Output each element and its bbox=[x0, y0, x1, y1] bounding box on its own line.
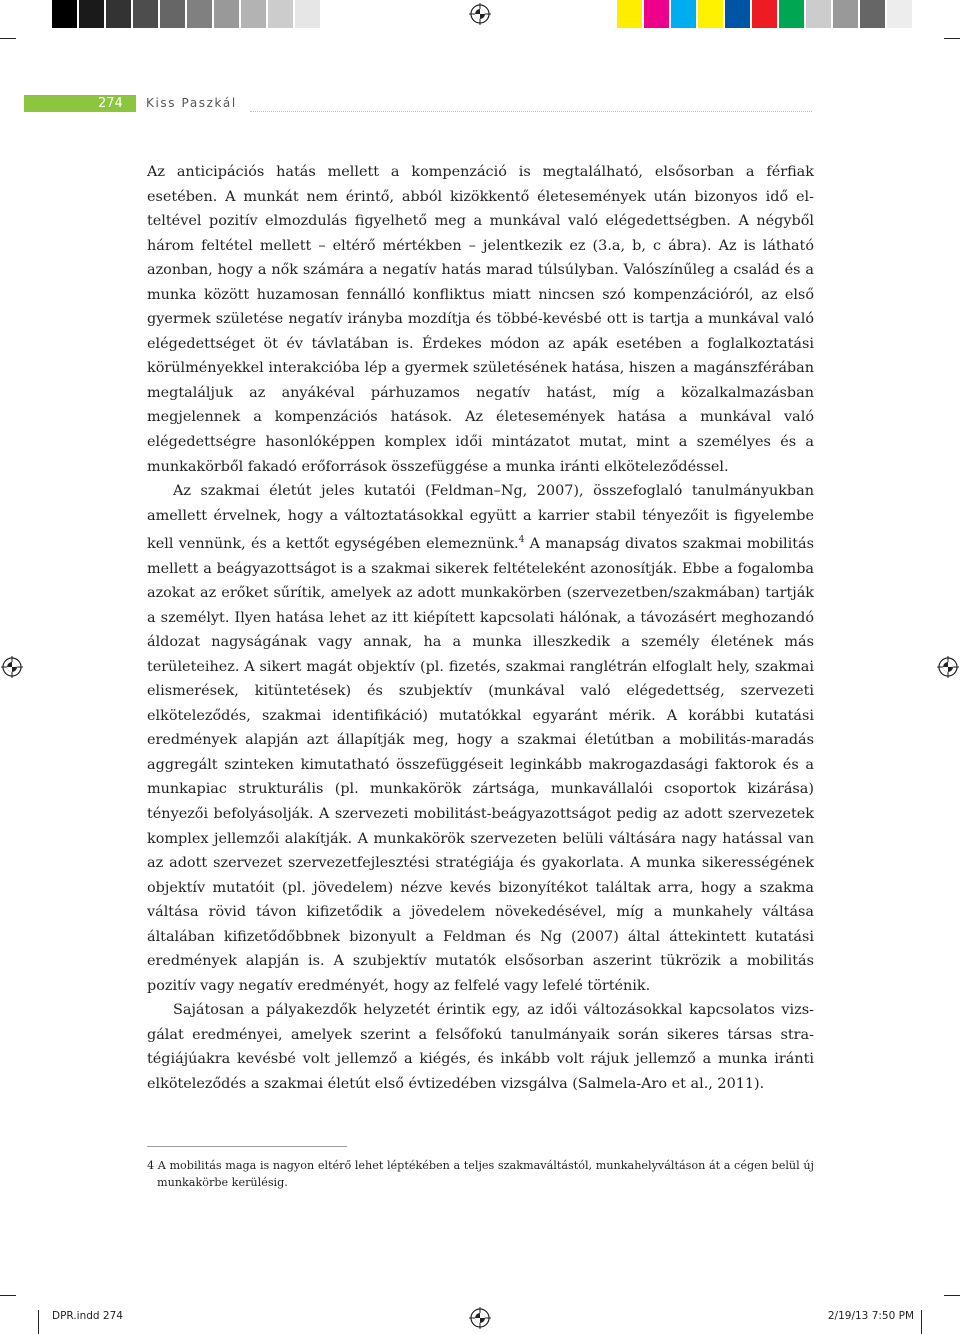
footnote bbox=[147, 1157, 814, 1191]
color-swatch bbox=[268, 0, 295, 28]
color-swatch bbox=[133, 0, 160, 28]
process-color-bar bbox=[617, 0, 914, 28]
color-swatch bbox=[79, 0, 106, 28]
color-swatch bbox=[671, 0, 698, 28]
gray-color-bar bbox=[52, 0, 322, 28]
color-swatch bbox=[52, 0, 79, 28]
color-swatch bbox=[806, 0, 833, 28]
crop-mark bbox=[38, 1310, 39, 1334]
registration-mark-icon bbox=[937, 656, 959, 678]
paragraph: Sajátosan a pályakezdők helyzetét érintik egy, az idői változásokkal kapcsolatos vizsgálat eredményei, amelyek szerint a felsőfokú tanulmányaik során sikeres társas stratégiájúakra kevésbé volt jellemző a kiégés, és inkább volt rájuk jellemző a munka iránti elköteleződés a szakmai életút első évtizedében vizsgálva (Salmela-Aro et al., 2011). bbox=[147, 1002, 814, 1093]
body-text bbox=[147, 160, 814, 1097]
color-swatch bbox=[160, 0, 187, 28]
color-swatch bbox=[617, 0, 644, 28]
header-rule bbox=[250, 111, 812, 112]
paragraph bbox=[147, 479, 814, 998]
slug-file-name: DPR.indd 274 bbox=[52, 1310, 123, 1322]
crop-mark bbox=[944, 1295, 960, 1296]
registration-mark-icon bbox=[469, 1307, 491, 1329]
footnote-rule bbox=[147, 1146, 347, 1147]
paragraph-text: Az szakmai életút jeles kutatói (Feldman–Ng, 2007), összefoglaló tanulmányukban amellett érvelnek, hogy a változtatásokkal együtt a karrier stabil tényezőit is figyelembe kell vennünk, és a kettőt egységében elemeznünk. bbox=[147, 483, 814, 552]
color-swatch bbox=[106, 0, 133, 28]
color-swatch bbox=[644, 0, 671, 28]
paragraph-text: A manapság divatos szakmai mobilitás mellett a beágyazottságot is a szakmai sikerek feltételeként azonosítják. Ebbe a fogalomba azokat az erőket sűrítik, amelyek az adott munkakörben (szervezetben/szakmában) tartják a személyt. Ilyen hatása lehet az itt kiépített kapcsolati hálónak, a távozásért meghozandó áldozat nagyságának vagy annak, ha a munka illeszkedik a személy életének más területeihez. A sikert magát objektív (pl. fizetés, szakmai ranglétrán elfoglalt hely, szakmai elismerések, kitüntetések) és szubjektív (munkával való elégedettség, szervezeti elköteleződés, szakmai identifikáció) mutatókkal egyaránt mérik. A korábbi kutatási eredmények alapján azt állapítják meg, hogy a szakmai életútban a mobilitás-maradás aggregált szinteken kimutatható összefüggéseit leginkább makrogazdasági faktorok és a munkapiac strukturális (pl. munkakörök zártsága, munkavállalói csoportok kizárása) tényezői befolyásolják. A szervezeti mobilitást-beágyazottságot pedig az adott szervezetek komplex jellemzői alakítják. A munkakörök szervezeten belüli váltására nagy hatással van az adott szervezet szervezetfejlesztési stratégiája és gyakorlata. A munka sikerességének objektív mutatóit (pl. jövedelem) nézve kevés bizonyítékot találtak arra, hogy a szakma váltása rövid távon kifizetődik a jövedelem növekedésével, míg a munkahely váltása általában kifizetődőbbnek bizonyult a Feldman és Ng (2007) által áttekintett kutatási eredmények alapján is. A szubjektív mutatók elsősorban aszerint tükrözik a mobilitás pozitív vagy negatív eredményét, hogy az felfelé vagy lefelé történik. bbox=[147, 536, 814, 994]
color-swatch bbox=[887, 0, 914, 28]
registration-mark-icon bbox=[469, 3, 491, 25]
color-swatch bbox=[187, 0, 214, 28]
color-swatch bbox=[752, 0, 779, 28]
registration-mark-icon bbox=[1, 656, 23, 678]
running-head-author: Kiss Paszkál bbox=[146, 96, 237, 110]
color-swatch bbox=[725, 0, 752, 28]
color-swatch bbox=[241, 0, 268, 28]
color-swatch bbox=[860, 0, 887, 28]
footnote-text: A mobilitás maga is nagyon eltérő lehet léptékében a teljes szakmaváltástól, munkahelyváltáson át a cégen belül új munkakörbe kerülésig. bbox=[157, 1159, 814, 1189]
color-swatch bbox=[295, 0, 322, 28]
paragraph: Az anticipációs hatás mellett a kompenzáció is megtalálható, elsősorban a férfiak esetében. A munkát nem érintő, abból kizökkentő életesemények után bizonyos idő elteltével pozitív elmozdulás figyelhető meg a munkával való elégedettségben. A négyből három feltétel mellett – eltérő mértékben – jelentkezik ez (3.a, b, c ábra). Az is látható azonban, hogy a nők számára a negatív hatás marad túlsúlyban. Valószínűleg a család és a munka között huzamosan fennálló konfliktus miatt nincsen szó kompenzációról, az első gyermek születése negatív irányba mozdítja és többé-kevésbé ott is tartja a munkával való elégedettséget öt év távlatában is. Érdekes módon az apák esetében a foglalkoztatási körülményekkel interakcióba lép a gyermek születésének hatása, hiszen a magánszférában megtaláljuk az anyákéval párhuzamos negatív hatást, míg a közalkalmazásban megjelennek a kompenzációs hatások. Az életesemények hatása a munkával való elégedettségre hasonlóképpen komplex idői mintázatot mutat, mint a személyes és a munkakörből fakadó erőforrások összefüggése a munka iránti elköteleződéssel. bbox=[147, 164, 814, 475]
slug-date-time: 2/19/13 7:50 PM bbox=[827, 1310, 914, 1322]
footnote-reference: 4 bbox=[518, 535, 525, 546]
footnote-number: 4 bbox=[147, 1159, 155, 1172]
crop-mark bbox=[0, 1295, 16, 1296]
color-swatch bbox=[833, 0, 860, 28]
color-swatch bbox=[779, 0, 806, 28]
color-swatch bbox=[214, 0, 241, 28]
crop-mark bbox=[921, 1310, 922, 1334]
color-swatch bbox=[698, 0, 725, 28]
page-number: 274 bbox=[98, 96, 123, 111]
crop-mark bbox=[944, 38, 960, 39]
crop-mark bbox=[0, 38, 16, 39]
